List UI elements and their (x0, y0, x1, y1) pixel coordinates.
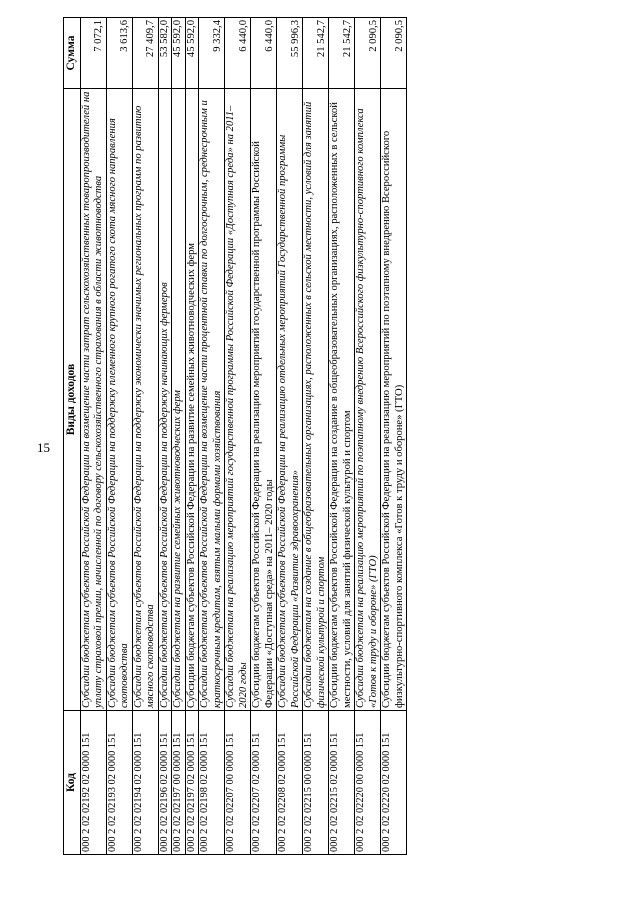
name-cell: Субсидии бюджетам субъектов Российской Федерации на поддержку начинающих фермеров (158, 89, 172, 711)
name-cell: Субсидии бюджетам на создание в общеобразовательных организациях, расположенных в сельской местности, условий для занятий физической культурой и спортом (303, 89, 329, 711)
code-cell: 000 2 02 02215 00 0000 151 (303, 711, 329, 855)
code-cell: 000 2 02 02196 02 0000 151 (158, 711, 172, 855)
code-cell: 000 2 02 02220 00 0000 151 (355, 711, 381, 855)
table-row (251, 18, 277, 855)
name-cell: Субсидии бюджетам субъектов Российской Федерации на возмещение части процентной ставки по долгосрочным, среднесрочным и краткосрочным кредитам, взятым малыми формами хозяйствования (199, 89, 225, 711)
page-number: 15 (37, 440, 50, 455)
name-cell: Субсидии бюджетам субъектов Российской Федерации на создание в общеобразовательных организациях, расположенных в сельской местности, условий для занятий физической культурой и спортом (329, 89, 355, 711)
table-row (158, 18, 172, 855)
name-cell: Субсидии бюджетам субъектов Российской Федерации на реализацию мероприятий по поэтапному внедрению Всероссийского физкультурно-спортивного комплекса «Готов к труду и обороне» (ГТО) (381, 89, 407, 711)
sum-cell: 27 409,7 (132, 18, 158, 89)
table-row (199, 18, 225, 855)
code-cell: 000 2 02 02193 02 0000 151 (106, 711, 132, 855)
name-cell: Субсидии бюджетам субъектов Российской Федерации на возмещение части затрат сельскохозяйственных товаропроизводителей на уплату страховой премии, начисленной по договору сельскохозяйственного страхования в области животноводства (80, 89, 106, 711)
table-row (185, 18, 199, 855)
sum-cell: 45 592,0 (185, 18, 199, 89)
name-cell: Субсидии бюджетам субъектов Российской Федерации на развитие семейных животноводческих ферм (185, 89, 199, 711)
table-header-row (64, 18, 81, 855)
code-cell: 000 2 02 02207 02 0000 151 (251, 711, 277, 855)
sum-cell: 2 090,5 (381, 18, 407, 89)
header-code: Код (64, 711, 81, 855)
table-row (303, 18, 329, 855)
table-row (225, 18, 251, 855)
table-row (329, 18, 355, 855)
name-cell: Субсидии бюджетам на развитие семейных животноводческих ферм (172, 89, 186, 711)
table-row (80, 18, 106, 855)
revenue-table (63, 17, 407, 855)
sum-cell: 3 613,6 (106, 18, 132, 89)
sum-cell: 21 542,7 (303, 18, 329, 89)
table-row (355, 18, 381, 855)
code-cell: 000 2 02 02208 02 0000 151 (277, 711, 303, 855)
code-cell: 000 2 02 02198 02 0000 151 (199, 711, 225, 855)
header-name: Виды доходов (64, 89, 81, 711)
name-cell: Субсидии бюджетам субъектов Российской Федерации на реализацию мероприятий государственной программы Российской Федерации «Доступная среда» на 2011– 2020 годы (251, 89, 277, 711)
header-sum: Сумма (64, 18, 81, 89)
name-cell: Субсидии бюджетам на реализацию мероприятий по поэтапному внедрению Всероссийского физкультурно-спортивного комплекса «Готов к труду и обороне» (ГТО) (355, 89, 381, 711)
table-row (106, 18, 132, 855)
table-row (172, 18, 186, 855)
name-cell: Субсидии бюджетам субъектов Российской Федерации на поддержку племенного крупного рогатого скота мясного направления скотоводства (106, 89, 132, 711)
sum-cell: 21 542,7 (329, 18, 355, 89)
code-cell: 000 2 02 02197 00 0000 151 (172, 711, 186, 855)
sum-cell: 55 996,3 (277, 18, 303, 89)
code-cell: 000 2 02 02215 02 0000 151 (329, 711, 355, 855)
name-cell: Субсидии бюджетам субъектов Российской Федерации на реализацию отдельных мероприятий Государственной программы Российской Федерации «Развитие здравоохранения» (277, 89, 303, 711)
sum-cell: 2 090,5 (355, 18, 381, 89)
sum-cell: 6 440,0 (225, 18, 251, 89)
code-cell: 000 2 02 02194 02 0000 151 (132, 711, 158, 855)
code-cell: 000 2 02 02197 02 0000 151 (185, 711, 199, 855)
rotated-table-wrapper (63, 18, 519, 855)
table-row (132, 18, 158, 855)
table-row (277, 18, 303, 855)
code-cell: 000 2 02 02207 00 0000 151 (225, 711, 251, 855)
code-cell: 000 2 02 02192 02 0000 151 (80, 711, 106, 855)
sum-cell: 45 592,0 (172, 18, 186, 89)
name-cell: Субсидии бюджетам субъектов Российской Федерации на поддержку экономически значимых региональных программ по развитию мясного скотоводства (132, 89, 158, 711)
table-row (381, 18, 407, 855)
sum-cell: 53 582,0 (158, 18, 172, 89)
name-cell: Субсидии бюджетам на реализацию мероприятий государственной программы Российской Федерации «Доступная среда» на 2011–2020 годы (225, 89, 251, 711)
sum-cell: 6 440,0 (251, 18, 277, 89)
code-cell: 000 2 02 02220 02 0000 151 (381, 711, 407, 855)
sum-cell: 9 332,4 (199, 18, 225, 89)
sum-cell: 7 072,1 (80, 18, 106, 89)
